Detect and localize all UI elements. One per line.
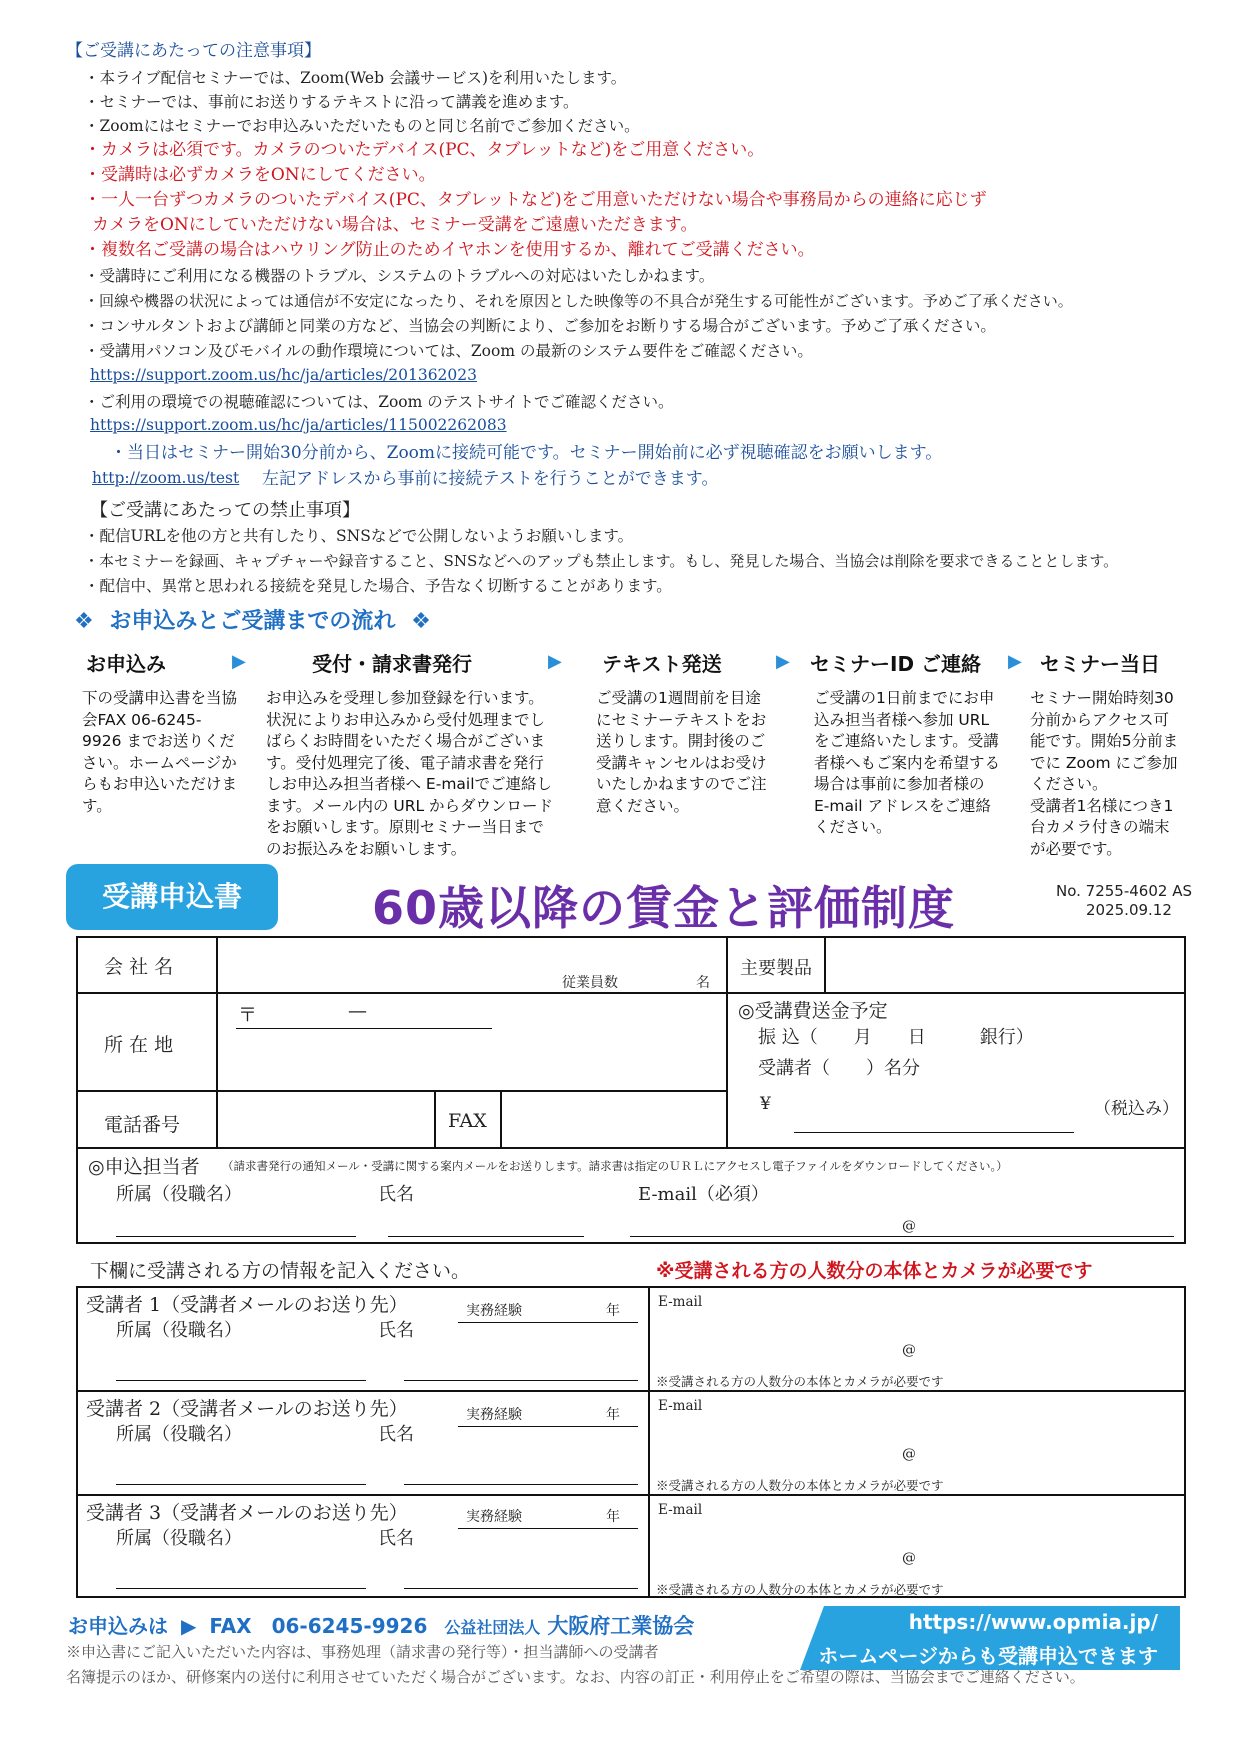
- prohibit-line: ・本セミナーを録画、キャプチャーや録音すること、SNSなどへのアップも禁止します。もし、発見した場合、当協会は削除を要求できることとします。: [84, 552, 1119, 570]
- zoom-requirements-link[interactable]: https://support.zoom.us/hc/ja/articles/201362023: [90, 366, 478, 384]
- attendee-at-mark: @: [902, 1342, 916, 1358]
- contact-note: （請求書発行の通知メール・受講に関する案内メールをお送りします。請求書は指定のＵＲＬにアクセスし電子ファイルをダウンロードしてください。）: [222, 1159, 1008, 1173]
- flow-step-body: ご受講の1日前までにお申込み担当者様へ参加 URL をご連絡いたします。受講者様へもご案内を希望する場合は事前に参加者様の E-mail アドレスをご連絡ください。: [814, 689, 1001, 836]
- contact-at-mark: @: [902, 1218, 916, 1234]
- fee-attendees: 受講者（ ）名分: [758, 1058, 920, 1079]
- arrow-right-icon: ▶: [180, 1614, 197, 1638]
- arrow-right-icon: ▶: [1008, 651, 1022, 672]
- employees-label: 従業員数: [562, 975, 618, 991]
- attendee-email-field[interactable]: [660, 1314, 1180, 1364]
- experience-label: 実務経験: [466, 1509, 522, 1525]
- attendee-name-label: 氏名: [378, 1320, 414, 1341]
- flow-step-body: セミナー開始時刻30分前からアクセス可能です。開始5分前までに Zoom にご参加ください。: [1030, 689, 1179, 793]
- footer-url[interactable]: https://www.opmia.jp/: [908, 1610, 1158, 1634]
- seminar-title: 60歳以降の賃金と評価制度: [372, 881, 956, 935]
- flow-step-body: お申込みを受理し参加登録を行います。状況によりお申込みから受付処理までしばらくお時間をいただく場合がございます。受付処理完了後、電子請求書を発行しお申込み担当者様へ E-mailでご連絡します。メール内の URL からダウンロードをお願いします。原則セミナー当日までのお振込みをお願いします。: [266, 689, 554, 858]
- notice-line-device: ・一人一台ずつカメラのついたデバイス(PC、タブレットなど)をご用意いただけない場合や事務局からの連絡に応じず: [84, 190, 987, 210]
- experience-unit: 年: [606, 1509, 620, 1525]
- attendee-name-field[interactable]: [404, 1450, 638, 1482]
- fee-title: ◎受講費送金予定: [738, 1000, 888, 1022]
- fee-amount-field[interactable]: [794, 1100, 1074, 1130]
- attendee-name-field[interactable]: [404, 1554, 638, 1586]
- attendee-dept-label: 所属（役職名）: [116, 1424, 242, 1445]
- address-field[interactable]: [236, 998, 716, 1086]
- attendee-email-label: E-mail: [658, 1294, 703, 1310]
- company-field[interactable]: [218, 938, 724, 990]
- notice-line-camera-on: ・受講時は必ずカメラをONにしてください。: [84, 165, 436, 185]
- footer-web-apply: ホームページからも受講申込できます: [818, 1644, 1158, 1668]
- phone-label: 電話番号: [104, 1114, 181, 1136]
- experience-label: 実務経験: [466, 1303, 522, 1319]
- experience-unit: 年: [606, 1407, 620, 1423]
- notice-line-device-cont: カメラをONにしていただけない場合は、セミナー受講をご遠慮いただきます。: [92, 215, 698, 235]
- attendee-intro: 下欄に受講される方の情報を記入ください。: [90, 1260, 471, 1282]
- attendee-email-label: E-mail: [658, 1398, 703, 1414]
- footer-web-banner[interactable]: [800, 1606, 1180, 1670]
- arrow-right-icon: ▶: [548, 651, 562, 672]
- notice-heading: 【ご受講にあたっての注意事項】: [66, 41, 321, 61]
- attendee-email-label: E-mail: [658, 1502, 703, 1518]
- flow-step-body: ご受講の1週間前を目途にセミナーテキストをお送りします。開封後のご受講キャンセルはお受けいたしかねますのでご注意ください。: [596, 689, 767, 815]
- attendee-email-field[interactable]: [660, 1418, 1180, 1468]
- footer-apply-row: [68, 1610, 694, 1640]
- attendee-dept-field[interactable]: [116, 1554, 366, 1586]
- attendee-label: 受講者 3（受講者メールのお送り先）: [86, 1502, 408, 1524]
- zoom-test-note: 左記アドレスから事前に接続テストを行うことができます。: [262, 469, 719, 489]
- contact-dept-field[interactable]: [116, 1206, 356, 1236]
- attendee-label: 受講者 1（受講者メールのお送り先）: [86, 1294, 408, 1316]
- notice-line: ・回線や機器の状況によっては通信が不安定になったり、それを原因とした映像等の不具合が発生する可能性がございます。予めご了承ください。: [84, 292, 1073, 310]
- experience-unit: 年: [606, 1303, 620, 1319]
- arrow-right-icon: ▶: [232, 651, 246, 672]
- attendee-dept-label: 所属（役職名）: [116, 1320, 242, 1341]
- address-label: 所 在 地: [104, 1034, 174, 1056]
- attendee-dept-field[interactable]: [116, 1346, 366, 1378]
- experience-label: 実務経験: [466, 1407, 522, 1423]
- attendee-at-mark: @: [902, 1446, 916, 1462]
- flow-title-row: [74, 604, 431, 635]
- flow-title: お申込みとご受講までの流れ: [109, 609, 396, 634]
- notice-line: ・受講時にご利用になる機器のトラブル、システムのトラブルへの対応はいたしかねます。: [84, 267, 715, 285]
- attendee-name-label: 氏名: [378, 1528, 414, 1549]
- flow-step-title: お申込み: [86, 652, 166, 676]
- products-field[interactable]: [826, 938, 1184, 990]
- flow-step-body-group: [1030, 688, 1180, 860]
- seminar-date: 2025.09.12: [1086, 901, 1172, 919]
- notice-line-test: ・ご利用の環境での視聴確認については、Zoom のテストサイトでご確認ください。: [84, 393, 674, 411]
- footer-org: 大阪府工業協会: [547, 1614, 695, 1638]
- attendee-email-field[interactable]: [660, 1522, 1180, 1572]
- flow-step-note: 受講者1名様につき1台カメラ付きの端末が必要です。: [1030, 796, 1174, 858]
- products-label: 主要製品: [740, 958, 812, 979]
- attendee-at-mark: @: [902, 1550, 916, 1566]
- contact-name-field[interactable]: [388, 1206, 584, 1236]
- footer-apply-label: お申込みは: [68, 1614, 168, 1638]
- prohibit-line: ・配信中、異常と思われる接続を発見した場合、予告なく切断することがあります。: [84, 577, 672, 595]
- form-badge: 受講申込書: [66, 864, 278, 930]
- postal-mark: 〒: [238, 1004, 258, 1026]
- notice-line: ・受講用パソコン及びモバイルの動作環境については、Zoom の最新のシステム要件をご確認ください。: [84, 342, 813, 360]
- contact-email-label: E-mail（必須）: [638, 1184, 769, 1205]
- arrow-right-icon: ▶: [776, 651, 790, 672]
- seminar-number: No. 7255-4602 AS: [1056, 882, 1192, 900]
- zoom-test-link[interactable]: http://zoom.us/test: [92, 469, 240, 487]
- prohibit-heading: 【ご受講にあたっての禁止事項】: [90, 500, 360, 521]
- flow-step-title: テキスト発送: [602, 652, 722, 676]
- contact-dept-label: 所属（役職名）: [116, 1184, 242, 1205]
- fax-label: FAX: [448, 1110, 487, 1132]
- notice-line: ・コンサルタントおよび講師と同業の方など、当協会の判断により、ご参加をお断りする場合がございます。予めご了承ください。: [84, 317, 996, 335]
- attendee-dept-label: 所属（役職名）: [116, 1528, 242, 1549]
- flow-step-body: 下の受講申込書を当協会FAX 06-6245-9926 までお送りください。ホームページからもお申込いただけます。: [82, 689, 238, 815]
- notice-line: ・セミナーでは、事前にお送りするテキストに沿って講義を進めます。: [84, 93, 579, 111]
- attendee-name-field[interactable]: [404, 1346, 638, 1378]
- notice-line-connect: ・当日はセミナー開始30分前から、Zoomに接続可能です。セミナー開始前に必ず視聴確認をお願いします。: [110, 443, 943, 463]
- attendee-dept-field[interactable]: [116, 1450, 366, 1482]
- contact-name-label: 氏名: [378, 1184, 414, 1205]
- employees-unit: 名: [696, 975, 710, 991]
- privacy-line: 名簿提示のほか、研修案内の送付に利用させていただく場合がございます。なお、内容の訂正・利用停止をご希望の際は、当協会までご連絡ください。: [66, 1668, 1085, 1686]
- diamond-icon: ❖: [74, 609, 94, 634]
- diamond-icon: ❖: [411, 609, 431, 634]
- privacy-line: ※申込書にご記入いただいた内容は、事務処理（請求書の発行等）・担当講師への受講者: [66, 1643, 659, 1661]
- notice-line-howling: ・複数名ご受講の場合はハウリング防止のためイヤホンを使用するか、離れてご受講ください。: [84, 240, 815, 260]
- flow-step-title: セミナーID ご連絡: [810, 652, 982, 676]
- notice-line: ・Zoomにはセミナーでお申込みいただいたものと同じ名前でご参加ください。: [84, 117, 640, 135]
- fax-field[interactable]: [502, 1092, 724, 1145]
- camera-note: ※受講される方の人数分の本体とカメラが必要です: [656, 1478, 944, 1493]
- fee-transfer: 振 込（ 月 日 銀行）: [758, 1027, 1034, 1048]
- yen-mark: ¥: [760, 1094, 771, 1114]
- prohibit-line: ・配信URLを他の方と共有したり、SNSなどで公開しないようお願いします。: [84, 527, 634, 545]
- contact-email-field[interactable]: [630, 1206, 1174, 1236]
- attendee-warning: ※受講される方の人数分の本体とカメラが必要です: [656, 1260, 1093, 1282]
- phone-field[interactable]: [218, 1092, 432, 1145]
- company-label: 会 社 名: [104, 956, 174, 978]
- attendee-label: 受講者 2（受講者メールのお送り先）: [86, 1398, 408, 1420]
- notice-line-camera-required: ・カメラは必須です。カメラのついたデバイス(PC、タブレットなど)をご用意ください。: [84, 140, 765, 160]
- flow-step-title: 受付・請求書発行: [312, 652, 472, 676]
- footer-fax: FAX 06-6245-9926: [209, 1614, 428, 1638]
- notice-line: ・本ライブ配信セミナーでは、Zoom(Web 会議サービス)を利用いたします。: [84, 69, 627, 87]
- tax-included: （税込み）: [1094, 1099, 1179, 1119]
- zoom-test-article-link[interactable]: https://support.zoom.us/hc/ja/articles/115002262083: [90, 416, 507, 434]
- camera-note: ※受講される方の人数分の本体とカメラが必要です: [656, 1582, 944, 1597]
- attendee-name-label: 氏名: [378, 1424, 414, 1445]
- footer-org-prefix: 公益社団法人: [444, 1618, 541, 1637]
- postal-dash: —: [348, 1000, 367, 1022]
- flow-step-title: セミナー当日: [1040, 652, 1160, 676]
- camera-note: ※受講される方の人数分の本体とカメラが必要です: [656, 1374, 944, 1389]
- contact-title: ◎申込担当者: [88, 1156, 200, 1178]
